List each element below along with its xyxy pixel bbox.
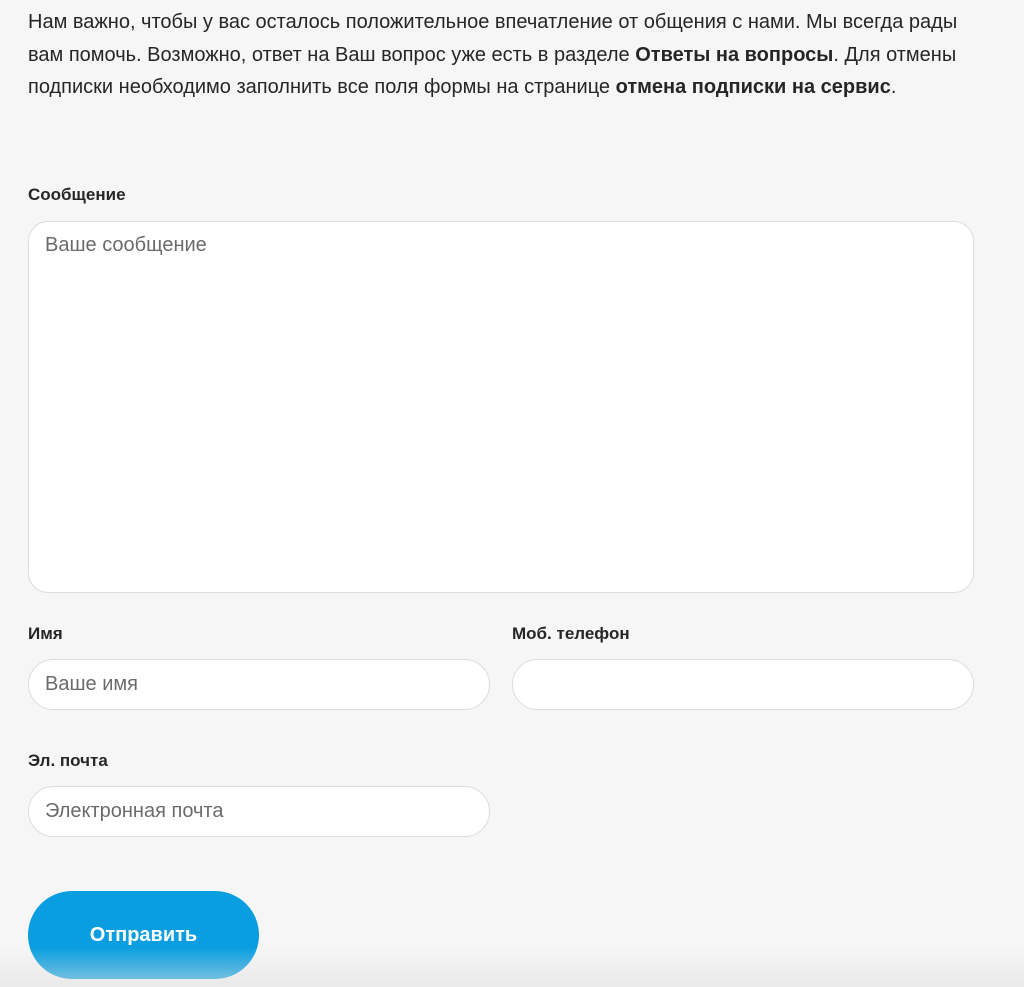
faq-link[interactable]: Ответы на вопросы (635, 43, 834, 66)
name-input[interactable] (28, 659, 490, 710)
intro-text-part-1: Нам важно, чтобы у вас осталось положительное впечатление от общения с нами. Мы всегда рады вам помочь. Возможно, ответ на Ваш вопрос уже есть в разделе (28, 11, 958, 66)
intro-text-part-3: . (890, 76, 897, 98)
message-textarea[interactable] (28, 221, 974, 593)
phone-label: Моб. телефон (512, 624, 630, 643)
name-label: Имя (28, 624, 63, 643)
intro-text (28, 6, 968, 104)
cancel-subscription-link[interactable]: отмена подписки на сервис (615, 76, 891, 98)
message-label: Сообщение (28, 185, 126, 204)
phone-input[interactable] (512, 659, 974, 710)
submit-button[interactable]: Отправить (28, 891, 259, 979)
email-input[interactable] (28, 786, 490, 837)
intro-text-part-2: . Для отмены подписки необходимо заполнить все поля формы на странице (28, 43, 957, 98)
email-label: Эл. почта (28, 751, 108, 770)
